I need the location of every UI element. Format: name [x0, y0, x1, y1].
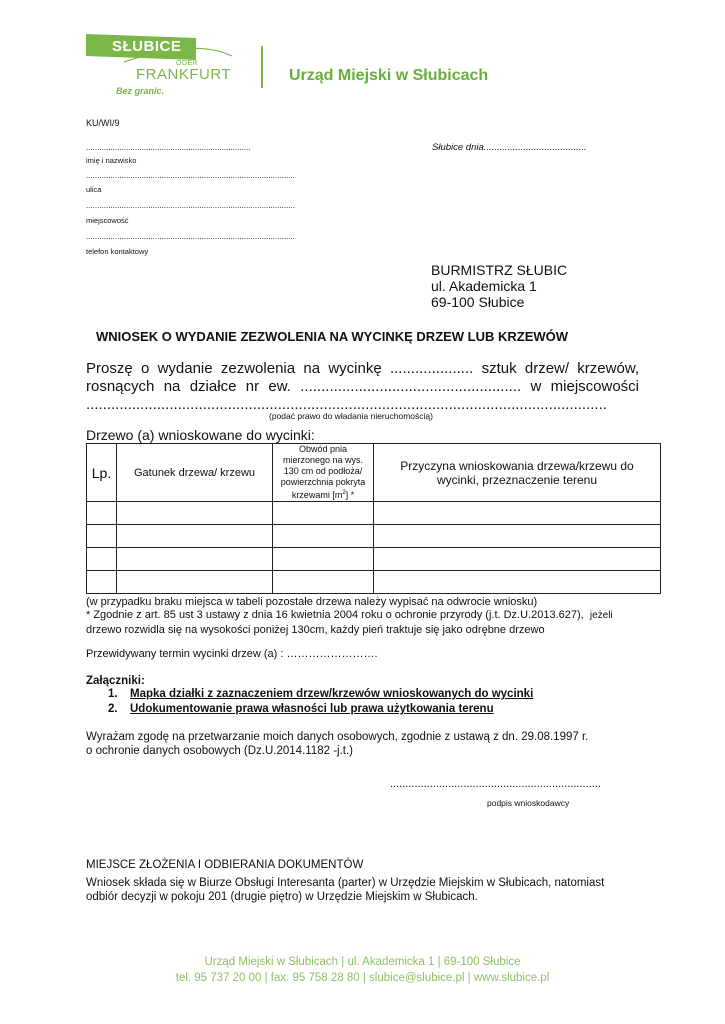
table-header-row — [87, 444, 661, 502]
header-girth-line5 — [273, 488, 373, 501]
header-girth-sup: 2 — [342, 490, 346, 496]
logo-city-name: SŁUBICE — [112, 38, 182, 55]
header-girth-line4: powierzchnia pokryta — [280, 477, 366, 487]
cell-lp[interactable] — [87, 571, 117, 594]
legal-note-line2: drzewo rozwidla się na wysokości poniżej 130cm, każdy pień traktuje się jako odrębne drzewo — [86, 624, 545, 636]
place-line2: odbiór decyzji w pokoju 201 (drugie piętro) w Urzędzie Miejskim w Słubicach. — [86, 891, 478, 903]
attachments-heading: Załączniki: — [86, 675, 145, 687]
header-girth-unit: krzewami [m — [291, 490, 343, 500]
logo-divider — [261, 46, 263, 88]
cell-species[interactable] — [117, 571, 273, 594]
deadline-field[interactable]: Przewidywany termin wycinki drzew (a) : ……………………. — [86, 648, 378, 660]
logo-oder: ODER — [176, 60, 199, 67]
cell-girth[interactable] — [273, 548, 374, 571]
form-code: KU/WI/9 — [86, 118, 120, 128]
header-species: Gatunek drzewa/ krzewu — [117, 444, 273, 502]
place-heading: MIEJSCE ZŁOŻENIA I ODBIERANIA DOKUMENTÓW — [86, 859, 364, 871]
trees-table — [86, 443, 661, 594]
footer-address: Urząd Miejski w Słubicach | ul. Akademicka 1 | 69-100 Słubice — [204, 956, 521, 968]
attachment-number: 2. — [108, 703, 118, 715]
footer-contact: tel. 95 737 20 00 | fax. 95 758 28 80 | slubice@slubice.pl | www.slubice.pl — [175, 972, 550, 984]
cell-reason[interactable] — [374, 502, 661, 525]
attachment-item — [108, 688, 533, 700]
document-title: WNIOSEK O WYDANIE ZEZWOLENIA NA WYCINKĘ DRZEW LUB KRZEWÓW — [96, 329, 569, 344]
signature-field[interactable]: ..................................................................... — [390, 778, 601, 790]
overflow-note: (w przypadku braku miejsca w tabeli pozostałe drzewa należy wypisać na odwrocie wniosku) — [86, 596, 538, 608]
header-girth-line1: Obwód pnia — [298, 444, 348, 454]
legal-note-line1 — [86, 609, 613, 621]
table-row — [87, 548, 661, 571]
city-field[interactable]: .............................................................................................. — [86, 201, 295, 210]
legal-note-cont: jeżeli — [589, 610, 613, 621]
cell-girth[interactable] — [273, 502, 374, 525]
attachment-text: Mapka działki z zaznaczeniem drzew/krzewów wnioskowanych do wycinki — [130, 688, 534, 700]
header-reason: Przyczyna wnioskowania drzewa/krzewu do wycinki, przeznaczenie terenu — [374, 444, 661, 502]
cell-reason[interactable] — [374, 525, 661, 548]
addressee-line1: BURMISTRZ SŁUBIC — [431, 262, 568, 278]
name-field[interactable]: .......................................................................... — [86, 143, 251, 152]
consent-line1: Wyrażam zgodę na przetwarzanie moich danych osobowych, zgodnie z ustawą z dn. 29.08.1997 r. — [86, 731, 589, 743]
cell-reason[interactable] — [374, 571, 661, 594]
attachment-text: Udokumentowanie prawa własności lub prawa użytkowania terenu — [130, 703, 494, 715]
table-row — [87, 525, 661, 548]
request-line1: Proszę o wydanie zezwolenia na wycinkę .................... sztuk drzew/ krzewów, — [86, 360, 639, 377]
city-label: miejscowość — [86, 216, 129, 225]
cell-lp[interactable] — [87, 548, 117, 571]
header-girth-star: ] * — [345, 490, 355, 500]
addressee-line3: 69-100 Słubice — [431, 294, 525, 310]
cell-species[interactable] — [117, 525, 273, 548]
cell-lp[interactable] — [87, 502, 117, 525]
logo-slogan: Bez granic. — [116, 86, 165, 96]
cell-reason[interactable] — [374, 548, 661, 571]
table-caption: Drzewo (a) wnioskowane do wycinki: — [86, 427, 315, 443]
table-row — [87, 502, 661, 525]
signature-label: podpis wnioskodawcy — [487, 798, 570, 808]
city-logo — [84, 26, 234, 104]
legal-note-text: * Zgodnie z art. 85 ust 3 ustawy z dnia 16 kwietnia 2004 roku o ochronie przyrody (j.t. Dz.U.2013.627), — [86, 609, 584, 621]
attachment-number: 1. — [108, 688, 118, 700]
cell-lp[interactable] — [87, 525, 117, 548]
logo-frankfurt: FRANKFURT — [136, 66, 232, 83]
table-row — [87, 571, 661, 594]
street-field[interactable]: .............................................................................................. — [86, 171, 295, 180]
header-lp: Lp. — [87, 444, 117, 502]
phone-label: telefon kontaktowy — [86, 247, 149, 256]
cell-species[interactable] — [117, 548, 273, 571]
name-label: imię i nazwisko — [86, 156, 137, 165]
header-girth — [273, 444, 374, 502]
street-label: ulica — [86, 185, 102, 194]
header-girth-line2: mierzonego na wys. — [282, 455, 364, 465]
request-line2: rosnących na działce nr ew. ..................................................... w miejscowości — [86, 378, 639, 395]
request-line3[interactable]: ............................................................................................................................. — [86, 396, 607, 413]
consent-line2: o ochronie danych osobowych (Dz.U.2014.1182 -j.t.) — [86, 745, 353, 757]
cell-girth[interactable] — [273, 571, 374, 594]
ownership-note: (podać prawo do władania nieruchomością) — [269, 411, 433, 421]
header-girth-line3: 130 cm od podłoża/ — [283, 466, 363, 476]
addressee-line2: ul. Akademicka 1 — [431, 278, 537, 294]
attachment-item — [108, 703, 494, 715]
cell-girth[interactable] — [273, 525, 374, 548]
date-field[interactable]: Słubice dnia....................................... — [432, 142, 587, 153]
cell-species[interactable] — [117, 502, 273, 525]
office-name: Urząd Miejski w Słubicach — [289, 67, 489, 84]
place-line1: Wniosek składa się w Biurze Obsługi Interesanta (parter) w Urzędzie Miejskim w Słubicach, natomiast — [86, 877, 605, 889]
phone-field[interactable]: .............................................................................................. — [86, 232, 295, 241]
